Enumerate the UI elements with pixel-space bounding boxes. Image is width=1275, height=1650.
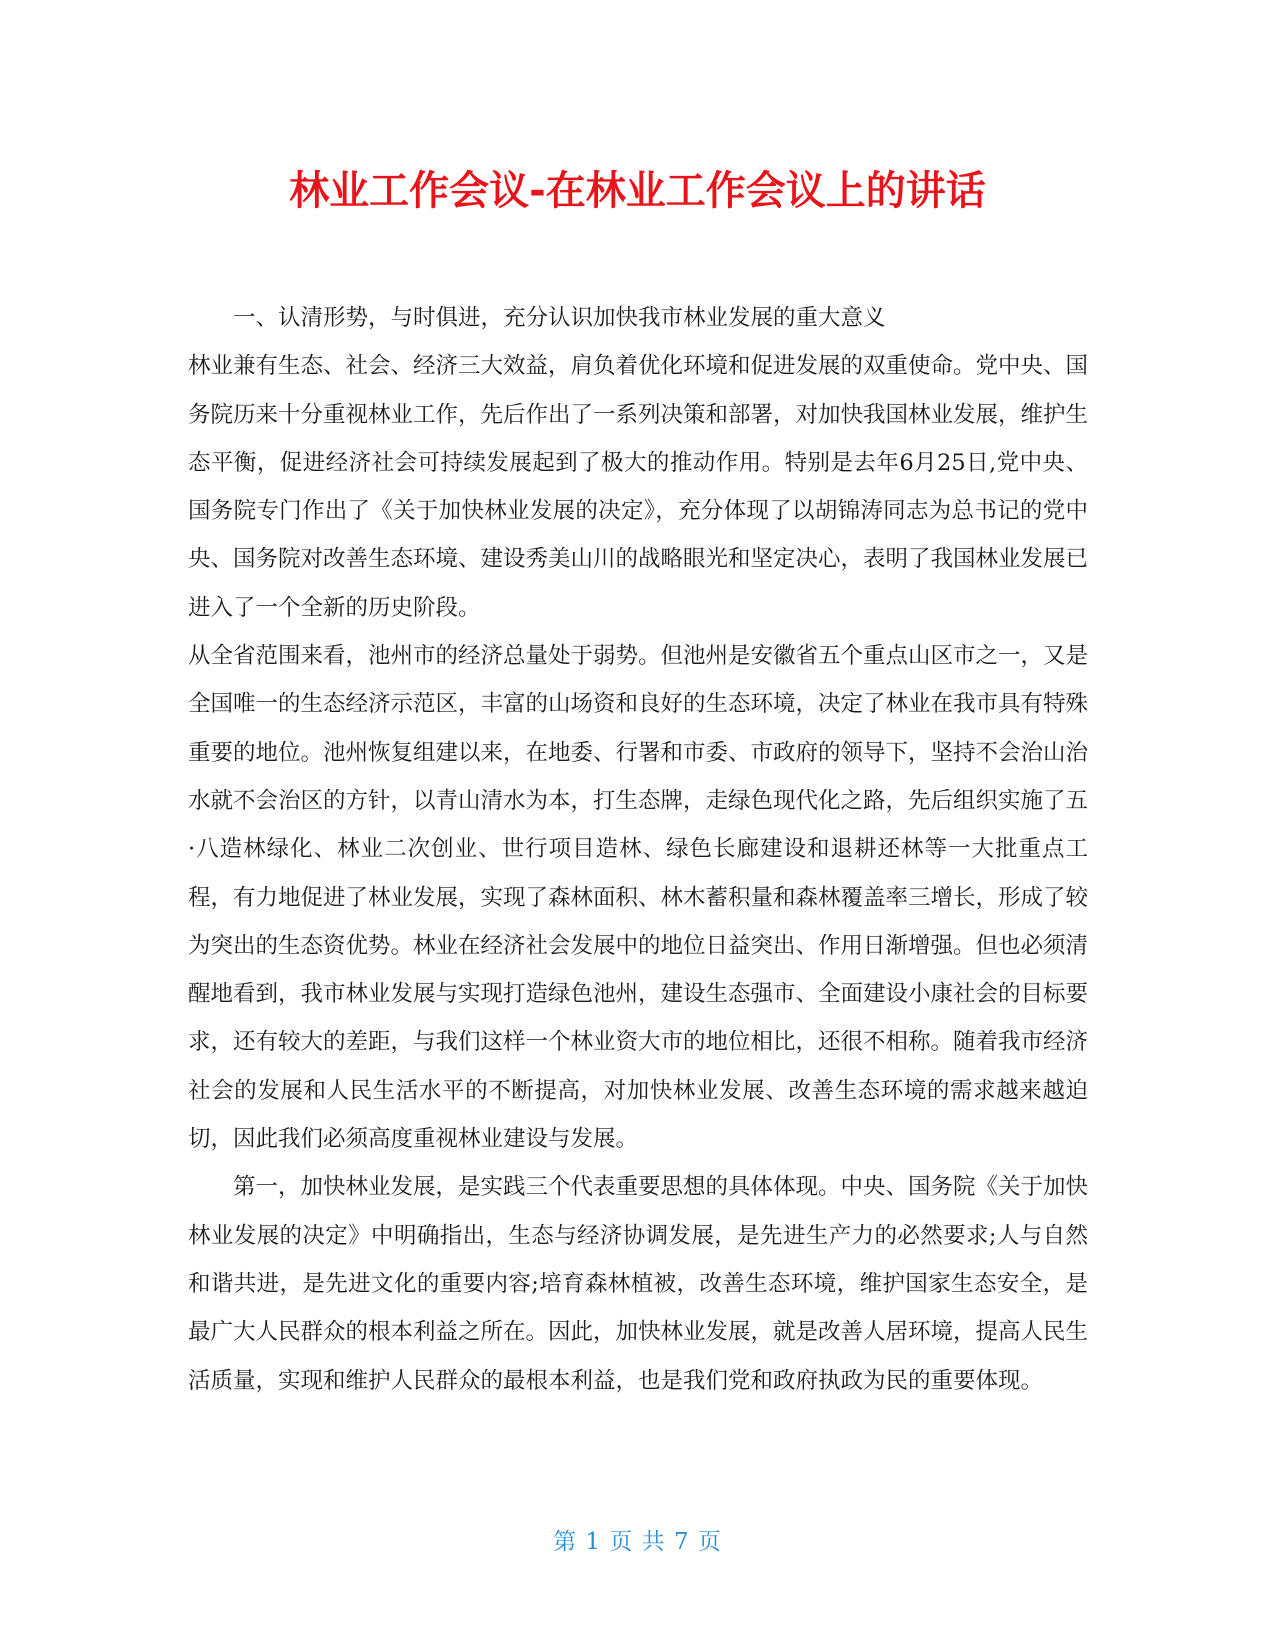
document-title: 林业工作会议-在林业工作会议上的讲话 xyxy=(289,168,986,214)
body-paragraph: 第一，加快林业发展，是实践三个代表重要思想的具体体现。中央、国务院《关于加快林业发展的决定》中明确指出，生态与经济协调发展，是先进生产力的必然要求;人与自然和谐共进，是先进文化的重要内容;培育森林植被，改善生态环境，维护国家生态安全，是最广大人民群众的根本利益之所在。因此，加快林业发展，就是改善人居环境，提高人民生活质量，实现和维护人民群众的最根本利益，也是我们党和政府执政为民的重要体现。 xyxy=(188,1174,1089,1394)
body-paragraph: 林业兼有生态、社会、经济三大效益，肩负着优化环境和促进发展的双重使命。党中央、国务院历来十分重视林业工作，先后作出了一系列决策和部署，对加快我国林业发展，维护生态平衡，促进经济社会可持续发展起到了极大的推动作用。特别是去年6月25日,党中央、国务院专门作出了《关于加快林业发展的决定》，充分体现了以胡锦涛同志为总书记的党中央、国务院对改善生态环境、建设秀美山川的战略眼光和坚定决心，表明了我国林业发展已进入了一个全新的历史阶段。 xyxy=(188,353,1089,621)
body-paragraph: 从全省范围来看，池州市的经济总量处于弱势。但池州是安徽省五个重点山区市之一，又是全国唯一的生态经济示范区，丰富的山场资和良好的生态环境，决定了林业在我市具有特殊重要的地位。池州恢复组建以来，在地委、行署和市委、市政府的领导下，坚持不会治山治水就不会治区的方针，以青山清水为本，打生态牌，走绿色现代化之路，先后组织实施了五·八造林绿化、林业二次创业、世行项目造林、绿色长廊建设和退耕还林等一大批重点工程，有力地促进了林业发展，实现了森林面积、林木蓄积量和森林覆盖率三增长，形成了较为突出的生态资优势。林业在经济社会发展中的地位日益突出、作用日渐增强。但也必须清醒地看到，我市林业发展与实现打造绿色池州，建设生态强市、全面建设小康社会的目标要求，还有较大的差距，与我们这样一个林业资大市的地位相比，还很不相称。随着我市经济社会的发展和人民生活水平的不断提高，对加快林业发展、改善生态环境的需求越来越迫切，因此我们必须高度重视林业建设与发展。 xyxy=(188,643,1089,1153)
document-body xyxy=(188,294,1088,1405)
page-number-footer: 第 1 页 共 7 页 xyxy=(553,1529,722,1555)
section-heading: 一、认清形势，与时俱进，充分认识加快我市林业发展的重大意义 xyxy=(233,305,886,331)
